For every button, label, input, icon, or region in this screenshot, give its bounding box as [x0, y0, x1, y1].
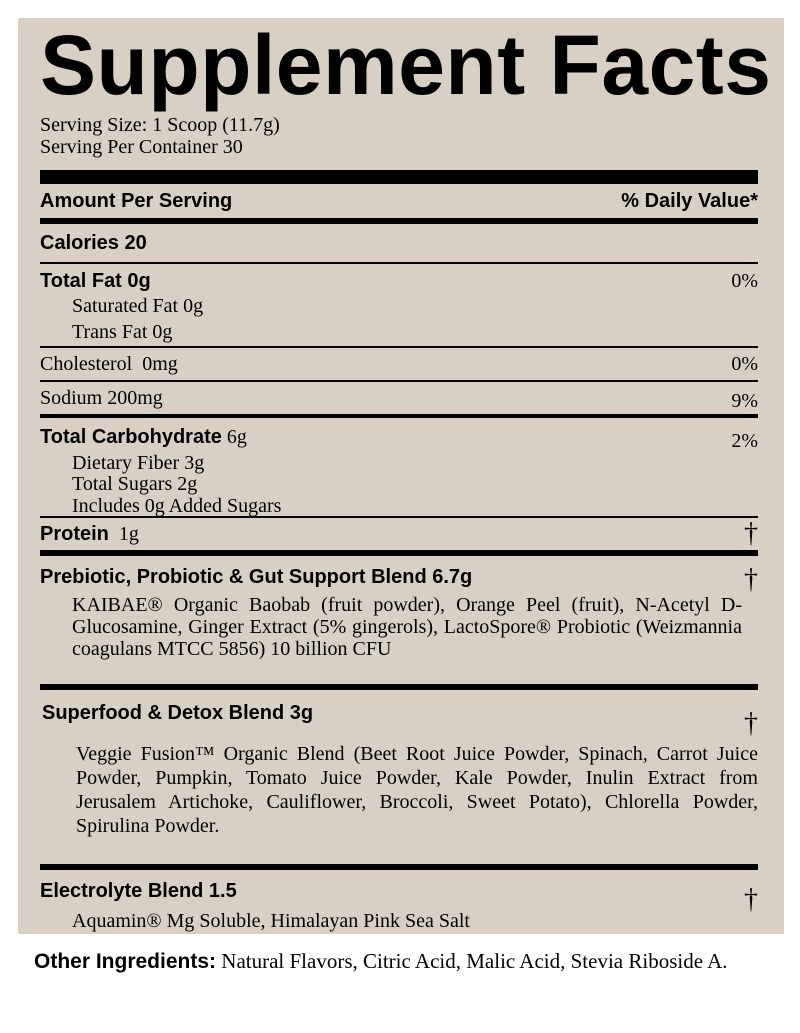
blend-electrolyte-ingredients: Aquamin® Mg Soluble, Himalayan Pink Sea Salt: [72, 910, 470, 932]
carbohydrate-amount: 6g: [221, 426, 247, 448]
carbohydrate-section: [40, 418, 758, 516]
total-fat-label: Total Fat 0g: [40, 270, 151, 292]
added-sugars: Includes 0g Added Sugars: [72, 495, 282, 517]
blend-gut-support: [40, 556, 758, 684]
sodium-label: Sodium 200mg: [40, 386, 163, 409]
serving-size: Serving Size: 1 Scoop (11.7g): [40, 114, 280, 136]
blend-gut-support-ingredients: KAIBAE® Organic Baobab (fruit powder), Orange Peel (fruit), N-Acetyl D-Glucosamine, Ginger Extract (5% gingerols), LactoSpore® Probiotic (Weizmannia coagulans MTCC 5856) 10 billion CFU: [72, 594, 742, 660]
dagger-mark: †: [744, 884, 758, 915]
total-sugars: Total Sugars 2g: [72, 473, 198, 495]
protein-row: [40, 518, 758, 550]
carbohydrate-dv: 2%: [731, 430, 758, 452]
dagger-mark: †: [744, 708, 758, 739]
servings-per-container: Serving Per Container 30: [40, 136, 243, 158]
calories-row: [40, 224, 758, 262]
header-row: [40, 184, 758, 218]
dagger-mark: †: [744, 564, 758, 595]
saturated-fat: Saturated Fat 0g: [72, 295, 204, 317]
dagger-mark: †: [744, 518, 758, 549]
cholesterol-dv: 0%: [731, 352, 758, 375]
trans-fat: Trans Fat 0g: [72, 321, 173, 343]
supplement-facts-panel: [18, 18, 784, 934]
daily-value-label: % Daily Value*: [621, 189, 758, 212]
panel-title: Supplement Facts: [40, 18, 772, 112]
calories: Calories 20: [40, 231, 147, 254]
cholesterol-row: [40, 348, 758, 380]
fat-section: [40, 264, 758, 346]
protein-label: Protein: [40, 522, 109, 545]
blend-gut-support-title: Prebiotic, Probiotic & Gut Support Blend 6.7g: [40, 566, 473, 588]
blend-superfood-detox-ingredients: Veggie Fusion™ Organic Blend (Beet Root Juice Powder, Spinach, Carrot Juice Powder, Pumpkin, Tomato Juice Powder, Kale Powder, Inulin Extract from Jerusalem Artichoke, Cauliflower, Broccoli, Sweet Potato), Chlorella Powder, Spirulina Powder.: [76, 743, 758, 837]
blend-superfood-detox: [40, 690, 758, 864]
sodium-dv: 9%: [731, 389, 758, 412]
cholesterol-label: Cholesterol 0mg: [40, 352, 178, 375]
blend-electrolyte: [40, 870, 758, 933]
sodium-row: [40, 382, 758, 414]
other-ingredients-label: Other Ingredients:: [34, 950, 217, 973]
amount-per-serving-label: Amount Per Serving: [40, 189, 233, 212]
blend-electrolyte-title: Electrolyte Blend 1.5: [40, 880, 237, 902]
other-ingredients-text: Natural Flavors, Citric Acid, Malic Acid, Stevia Riboside A.: [216, 949, 728, 973]
dietary-fiber: Dietary Fiber 3g: [72, 452, 205, 474]
total-fat-dv: 0%: [731, 270, 758, 292]
protein-amount: 1g: [108, 522, 139, 545]
carbohydrate-label: Total Carbohydrate: [40, 426, 222, 448]
divider-thick: [40, 170, 758, 184]
blend-superfood-detox-title: Superfood & Detox Blend 3g: [42, 702, 314, 724]
other-ingredients: [34, 946, 768, 977]
